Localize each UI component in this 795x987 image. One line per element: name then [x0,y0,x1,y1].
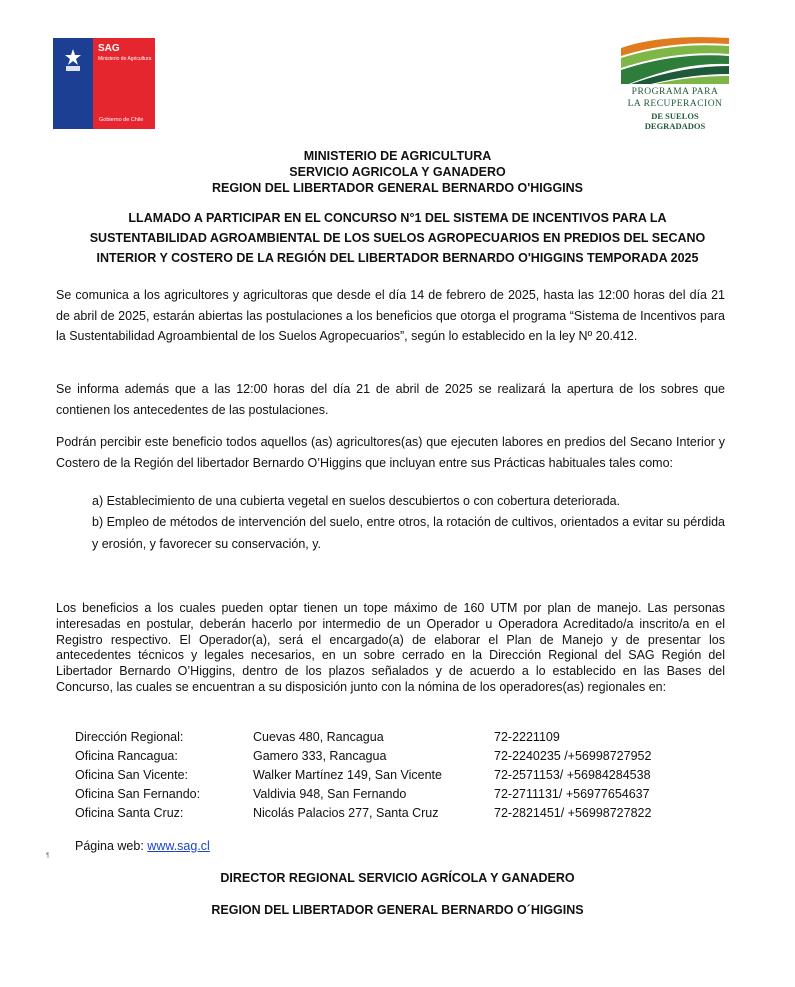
web-label: Página web: [75,839,144,853]
office-phone: 72-2571153/ +56984284538 [494,768,651,782]
header-service: SERVICIO AGRICOLA Y GANADERO [289,165,506,179]
paragraph-mark-icon: ¶ [46,853,50,859]
title-line-1: LLAMADO A PARTICIPAR EN EL CONCURSO N°1 DEL SISTEMA DE INCENTIVOS PARA LA [128,211,667,225]
sag-logo-name: SAG [98,43,120,54]
office-phone: 72-2221109 [494,730,560,744]
paragraph-eligibility: Podrán percibir este beneficio todos aquellos (as) agricultores(as) que ejecuten labores en predios del Secano Interior y Costero de la Región del libertador Bernardo O’Higgins que incluyan entre sus Prácticas habituales tales como: [56,435,725,470]
paragraph-benefits: Los beneficios a los cuales pueden optar tienen un tope máximo de 160 UTM por plan de manejo. Las personas interesadas en postular, deberán hacerlo por intermedio de un Operador u Operadora Acreditado/a inscrito/a en el Registro respectivo. El Operador(a), será el encargado(a) de elaborar el Plan de Manejo y de presentar los antecedentes técnicos y legales necesarios, en un sobre cerrado en la Dirección Regional del SAG Región del Libertador Bernardo O’Higgins, dentro de los plazos señalados y de acuerdo a lo establecido en las Bases del Concurso, las cuales se encuentran a su disposición junto con la nómina de los operadores(as) regionales en: [56,601,725,694]
sag-website-link[interactable]: www.sag.cl [147,839,210,853]
office-name: Oficina San Vicente: [75,768,189,782]
office-phone: 72-2711131/ +56977654637 [494,787,650,801]
office-address: Cuevas 480, Rancagua [253,730,384,744]
office-address: Valdivia 948, San Fernando [253,787,407,801]
header-region: REGION DEL LIBERTADOR GENERAL BERNARDO O'HIGGINS [211,181,584,195]
office-name: Oficina Rancagua: [75,749,178,763]
sag-logo-blue-panel [53,38,93,129]
programa-fields-icon [621,34,729,84]
footer-region: REGION DEL LIBERTADOR GENERAL BERNARDO O´HIGGINS [211,903,584,917]
sag-logo-ministry: Ministerio de Agricultura [98,56,152,62]
title-line-2: SUSTENTABILIDAD AGROAMBIENTAL DE LOS SUELOS AGROPECUARIOS EN PREDIOS DEL SECANO [89,231,706,245]
sag-logo [53,38,155,129]
programa-logo-line1: PROGRAMA PARA [631,87,719,97]
footer-director: DIRECTOR REGIONAL SERVICIO AGRÍCOLA Y GANADERO [220,871,575,885]
title-line-3: INTERIOR Y COSTERO DE LA REGIÓN DEL LIBERTADOR BERNARDO O'HIGGINS TEMPORADA 2025 [96,251,699,265]
practice-item-b: b) Empleo de métodos de intervención del suelo, entre otros, la rotación de cultivos, orientados a evitar su pérdida y erosión, y favorecer su conservación, y. [92,515,726,551]
programa-logo-line2: LA RECUPERACION [627,99,723,109]
practice-item-a: a) Establecimiento de una cubierta vegetal en suelos descubiertos o con cobertura deteriorada. [92,494,621,508]
office-address: Nicolás Palacios 277, Santa Cruz [253,806,439,820]
office-phone: 72-2821451/ +56998727822 [494,806,652,820]
office-name: Dirección Regional: [75,730,184,744]
paragraph-opening: Se informa además que a las 12:00 horas del día 21 de abril de 2025 se realizará la apertura de los sobres que contienen los antecedentes de las postulaciones. [56,382,725,417]
paragraph-postulation-dates: Se comunica a los agricultores y agricultoras que desde el día 14 de febrero de 2025, hasta las 12:00 horas del día 21 de abril de 2025, estarán abiertas las postulaciones a los beneficios que otorga el programa “Sistema de Incentivos para la Sustentabilidad Agroambiental de los Suelos Agropecuarios”, según lo establecido en la ley Nº 20.412. [56,288,725,343]
office-name: Oficina Santa Cruz: [75,806,184,820]
office-name: Oficina San Fernando: [75,787,201,801]
programa-logo-line3: DE SUELOS DEGRADADOS [644,111,706,131]
web-page-line [75,839,210,853]
office-address: Gamero 333, Rancagua [253,749,387,763]
header-ministry: MINISTERIO DE AGRICULTURA [303,149,492,163]
chile-crest-icon [61,48,85,74]
office-address: Walker Martínez 149, San Vicente [253,768,442,782]
office-phone: 72-2240235 /+56998727952 [494,749,652,763]
programa-logo [621,34,729,131]
sag-logo-red-panel [93,38,155,129]
sag-logo-government: Gobierno de Chile [99,117,144,123]
